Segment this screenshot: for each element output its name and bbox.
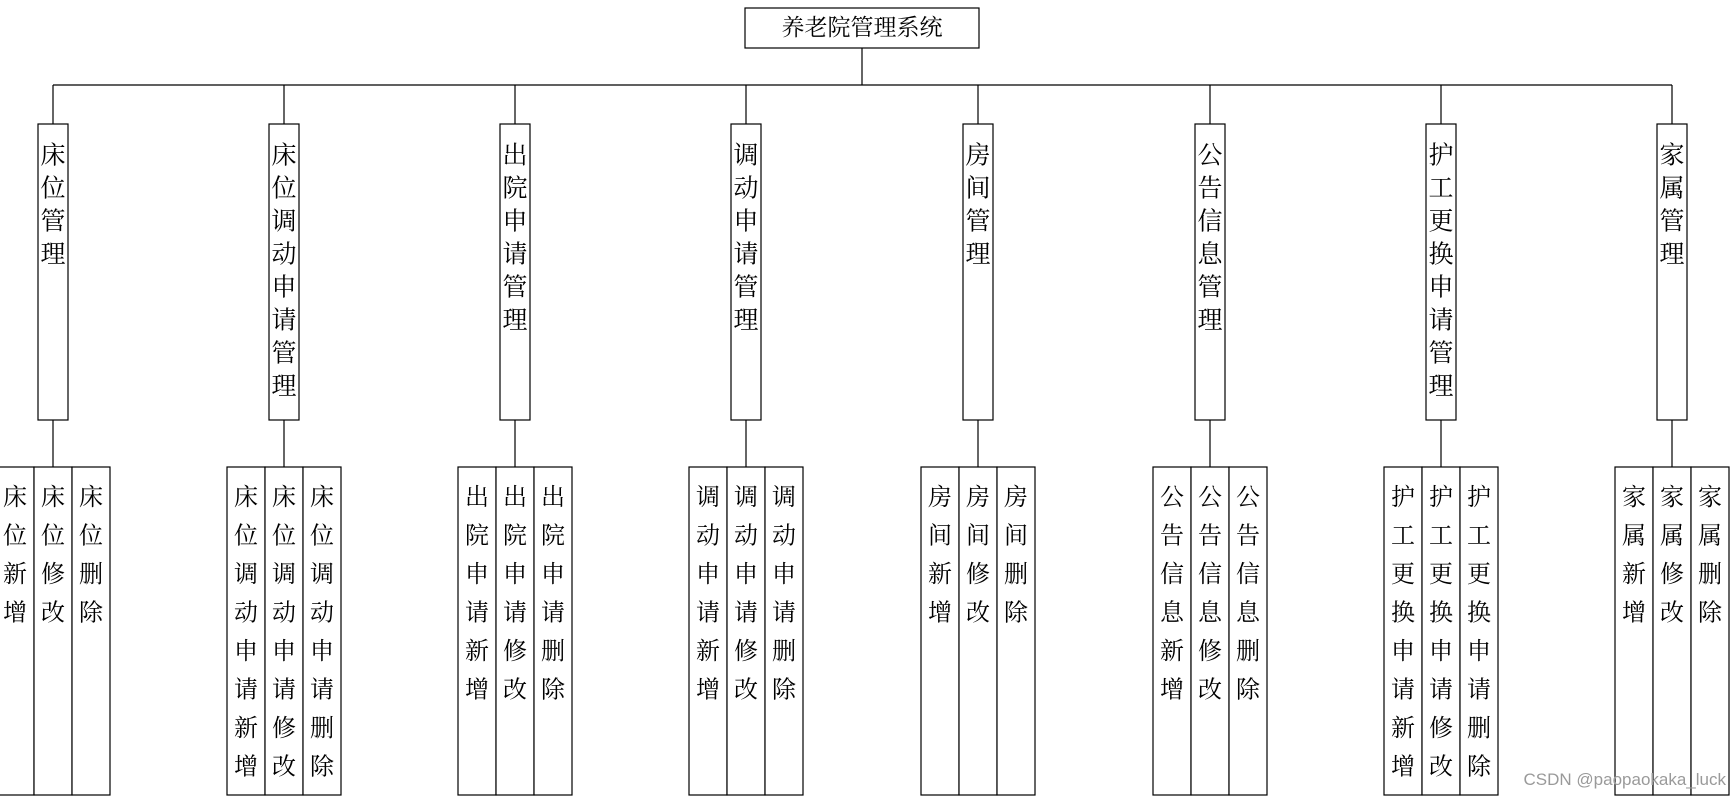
function-label-char: 动: [310, 598, 334, 627]
function-box: [0, 467, 34, 795]
function-label-char: 床: [234, 483, 258, 511]
module-label-char: 理: [40, 239, 66, 269]
function-label-char: 改: [1198, 675, 1222, 704]
function-box-rect: [496, 467, 534, 795]
function-box-rect: [265, 467, 303, 795]
function-label-char: 换: [1467, 598, 1491, 627]
function-label-char: 删: [541, 637, 565, 665]
function-box: [689, 467, 727, 795]
module-label-char: 管: [40, 206, 66, 236]
function-box-rect: [1653, 467, 1691, 795]
function-label-char: 删: [310, 714, 334, 742]
module-box: [963, 124, 993, 420]
function-label-char: 改: [734, 675, 758, 704]
module-box: [1195, 124, 1225, 420]
function-box: [1691, 467, 1729, 795]
module-label-char: 告: [1197, 173, 1223, 203]
function-label-char: 动: [734, 521, 758, 550]
function-box-rect: [727, 467, 765, 795]
function-label-char: 请: [310, 675, 334, 704]
function-label-char: 除: [1467, 752, 1491, 781]
function-label-char: 动: [696, 521, 720, 550]
module-label-char: 管: [1197, 272, 1223, 302]
function-box: [534, 467, 572, 795]
function-box-rect: [1384, 467, 1422, 795]
function-label-char: 请: [1429, 675, 1453, 704]
function-label-char: 请: [234, 675, 258, 704]
function-label-char: 新: [465, 637, 489, 665]
function-label-char: 改: [1429, 752, 1453, 781]
function-label-char: 修: [734, 637, 758, 665]
module-label-char: 理: [733, 305, 759, 335]
module-label-char: 申: [271, 272, 297, 302]
function-label-char: 院: [503, 521, 527, 550]
function-nodes: [0, 467, 1729, 795]
function-label-char: 调: [772, 483, 796, 511]
function-label-char: 删: [79, 560, 103, 588]
function-label-char: 修: [272, 714, 296, 742]
function-label-char: 出: [541, 483, 565, 511]
function-label-char: 申: [234, 637, 258, 665]
function-group: [689, 467, 803, 795]
module-box: [731, 124, 761, 420]
module-label-char: 家: [1659, 140, 1685, 170]
function-label-char: 增: [465, 675, 489, 704]
function-label-char: 调: [734, 483, 758, 511]
function-label-char: 请: [772, 598, 796, 627]
function-group: [1384, 467, 1498, 795]
module-label-char: 公: [1197, 140, 1223, 170]
module-label-char: 请: [733, 239, 759, 269]
function-box: [303, 467, 341, 795]
function-label-char: 增: [1391, 752, 1415, 781]
function-label-char: 新: [3, 560, 27, 588]
function-box-rect: [1615, 467, 1653, 795]
function-label-char: 动: [772, 521, 796, 550]
function-label-char: 息: [1160, 598, 1184, 627]
function-label-char: 申: [1429, 637, 1453, 665]
function-group: [227, 467, 341, 795]
function-label-char: 位: [79, 521, 103, 550]
module-label-char: 更: [1428, 206, 1454, 236]
function-label-char: 修: [1198, 637, 1222, 665]
function-box: [1460, 467, 1498, 795]
function-box-rect: [1191, 467, 1229, 795]
function-label-char: 新: [234, 714, 258, 742]
function-label-char: 工: [1429, 521, 1453, 550]
function-label-char: 新: [1391, 714, 1415, 742]
module-box: [269, 124, 299, 420]
function-label-char: 申: [465, 560, 489, 588]
function-label-char: 院: [465, 521, 489, 550]
function-label-char: 删: [1467, 714, 1491, 742]
function-label-char: 申: [541, 560, 565, 588]
function-label-char: 更: [1391, 560, 1415, 588]
function-label-char: 删: [1698, 560, 1722, 588]
function-box: [921, 467, 959, 795]
function-label-char: 床: [41, 483, 65, 511]
function-box: [227, 467, 265, 795]
function-label-char: 增: [234, 752, 258, 781]
function-label-char: 更: [1467, 560, 1491, 588]
module-label-char: 申: [1428, 272, 1454, 302]
function-label-char: 新: [1622, 560, 1646, 588]
function-label-char: 调: [234, 560, 258, 588]
module-label-char: 信: [1197, 206, 1223, 236]
function-label-char: 改: [966, 598, 990, 627]
function-label-char: 房: [928, 483, 952, 511]
function-box: [765, 467, 803, 795]
function-label-char: 增: [928, 598, 952, 627]
function-box: [959, 467, 997, 795]
function-box-rect: [1153, 467, 1191, 795]
function-label-char: 除: [1004, 598, 1028, 627]
function-box-rect: [34, 467, 72, 795]
function-box: [727, 467, 765, 795]
module-label-char: 间: [965, 173, 991, 203]
function-label-char: 调: [272, 560, 296, 588]
function-box: [265, 467, 303, 795]
module-box: [500, 124, 530, 420]
function-group: [458, 467, 572, 795]
function-label-char: 家: [1698, 483, 1722, 511]
function-label-char: 请: [1467, 675, 1491, 704]
function-box: [496, 467, 534, 795]
function-label-char: 修: [1429, 714, 1453, 742]
module-box: [38, 124, 68, 420]
module-label-char: 管: [1428, 338, 1454, 368]
module-box: [1426, 124, 1456, 420]
function-label-char: 申: [310, 637, 334, 665]
function-label-char: 删: [1236, 637, 1260, 665]
function-label-char: 调: [696, 483, 720, 511]
module-label-char: 调: [733, 140, 759, 170]
function-label-char: 换: [1391, 598, 1415, 627]
module-label-char: 工: [1428, 173, 1454, 203]
function-group: [921, 467, 1035, 795]
function-label-char: 间: [1004, 521, 1028, 550]
function-label-char: 房: [1004, 483, 1028, 511]
function-label-char: 修: [503, 637, 527, 665]
function-label-char: 房: [966, 483, 990, 511]
function-label-char: 更: [1429, 560, 1453, 588]
function-label-char: 床: [79, 483, 103, 511]
root-title: 养老院管理系统: [781, 15, 943, 41]
module-label-char: 位: [40, 173, 66, 203]
function-label-char: 申: [1467, 637, 1491, 665]
function-label-char: 申: [272, 637, 296, 665]
module-label-char: 换: [1428, 239, 1454, 269]
function-label-char: 删: [772, 637, 796, 665]
module-label-char: 申: [502, 206, 528, 236]
function-box: [1229, 467, 1267, 795]
function-label-char: 间: [966, 521, 990, 550]
function-label-char: 息: [1198, 598, 1222, 627]
function-label-char: 增: [696, 675, 720, 704]
function-label-char: 间: [928, 521, 952, 550]
module-label-char: 申: [733, 206, 759, 236]
module-label-char: 请: [1428, 305, 1454, 335]
module-nodes: [38, 124, 1687, 420]
module-label-char: 管: [965, 206, 991, 236]
function-label-char: 信: [1160, 560, 1184, 588]
function-label-char: 护: [1391, 483, 1415, 511]
function-label-char: 请: [696, 598, 720, 627]
function-box-rect: [1691, 467, 1729, 795]
function-label-char: 出: [503, 483, 527, 511]
function-label-char: 请: [272, 675, 296, 704]
function-box-rect: [997, 467, 1035, 795]
function-box: [1384, 467, 1422, 795]
function-label-char: 增: [1160, 675, 1184, 704]
function-box-rect: [921, 467, 959, 795]
function-label-char: 申: [696, 560, 720, 588]
module-label-char: 请: [271, 305, 297, 335]
function-box-rect: [534, 467, 572, 795]
module-label-char: 理: [1659, 239, 1685, 269]
function-label-char: 院: [541, 521, 565, 550]
function-label-char: 申: [503, 560, 527, 588]
module-label-char: 请: [502, 239, 528, 269]
function-label-char: 除: [310, 752, 334, 781]
function-box-rect: [765, 467, 803, 795]
function-label-char: 护: [1429, 483, 1453, 511]
function-label-char: 床: [3, 483, 27, 511]
module-label-char: 管: [1659, 206, 1685, 236]
module-label-char: 护: [1428, 140, 1454, 170]
function-label-char: 告: [1236, 521, 1260, 550]
function-label-char: 出: [465, 483, 489, 511]
function-label-char: 新: [1160, 637, 1184, 665]
function-label-char: 增: [3, 598, 27, 627]
function-box: [1615, 467, 1653, 795]
module-label-char: 院: [502, 173, 528, 203]
module-label-char: 动: [271, 239, 297, 269]
function-box: [34, 467, 72, 795]
function-box: [997, 467, 1035, 795]
function-label-char: 动: [234, 598, 258, 627]
function-label-char: 修: [41, 560, 65, 588]
function-label-char: 请: [1391, 675, 1415, 704]
function-label-char: 属: [1622, 521, 1646, 550]
function-label-char: 改: [1660, 598, 1684, 627]
function-label-char: 修: [1660, 560, 1684, 588]
function-label-char: 床: [272, 483, 296, 511]
function-label-char: 请: [465, 598, 489, 627]
function-label-char: 换: [1429, 598, 1453, 627]
function-box-rect: [959, 467, 997, 795]
module-box: [1657, 124, 1687, 420]
watermark: CSDN @paopaokaka_luck: [1523, 770, 1726, 789]
function-box-rect: [0, 467, 34, 795]
module-label-char: 床: [271, 140, 297, 170]
function-label-char: 信: [1236, 560, 1260, 588]
function-label-char: 申: [734, 560, 758, 588]
function-label-char: 属: [1660, 521, 1684, 550]
module-label-char: 理: [965, 239, 991, 269]
function-box-rect: [227, 467, 265, 795]
function-label-char: 位: [234, 521, 258, 550]
function-label-char: 位: [272, 521, 296, 550]
function-label-char: 除: [79, 598, 103, 627]
function-box-rect: [689, 467, 727, 795]
module-label-char: 动: [733, 173, 759, 203]
function-label-char: 动: [272, 598, 296, 627]
module-label-char: 理: [1428, 371, 1454, 401]
function-label-char: 请: [503, 598, 527, 627]
function-box-rect: [72, 467, 110, 795]
function-box: [1191, 467, 1229, 795]
function-box: [1653, 467, 1691, 795]
function-label-char: 请: [541, 598, 565, 627]
root-node: [745, 8, 979, 48]
function-label-char: 增: [1622, 598, 1646, 627]
module-label-char: 管: [733, 272, 759, 302]
module-label-char: 位: [271, 173, 297, 203]
function-label-char: 家: [1622, 483, 1646, 511]
function-box-rect: [1460, 467, 1498, 795]
module-label-char: 床: [40, 140, 66, 170]
function-box: [458, 467, 496, 795]
function-label-char: 除: [541, 675, 565, 704]
function-box-rect: [303, 467, 341, 795]
function-label-char: 改: [503, 675, 527, 704]
function-label-char: 改: [41, 598, 65, 627]
module-label-char: 理: [1197, 305, 1223, 335]
function-label-char: 工: [1467, 521, 1491, 550]
function-label-char: 告: [1160, 521, 1184, 550]
function-label-char: 新: [928, 560, 952, 588]
function-box: [1422, 467, 1460, 795]
function-box-rect: [458, 467, 496, 795]
module-label-char: 息: [1197, 239, 1223, 269]
module-label-char: 管: [502, 272, 528, 302]
function-box: [1153, 467, 1191, 795]
module-label-char: 调: [271, 206, 297, 236]
function-label-char: 删: [1004, 560, 1028, 588]
function-box-rect: [1229, 467, 1267, 795]
function-label-char: 公: [1160, 483, 1184, 511]
function-label-char: 工: [1391, 521, 1415, 550]
module-label-char: 理: [271, 371, 297, 401]
function-label-char: 床: [310, 483, 334, 511]
function-label-char: 改: [272, 752, 296, 781]
module-label-char: 管: [271, 338, 297, 368]
function-label-char: 请: [734, 598, 758, 627]
function-label-char: 家: [1660, 483, 1684, 511]
function-box-rect: [1422, 467, 1460, 795]
function-group: [0, 467, 110, 795]
function-label-char: 除: [1698, 598, 1722, 627]
module-label-char: 属: [1659, 173, 1685, 203]
module-label-char: 理: [502, 305, 528, 335]
function-label-char: 位: [3, 521, 27, 550]
function-group: [1615, 467, 1729, 795]
function-group: [1153, 467, 1267, 795]
function-label-char: 位: [310, 521, 334, 550]
function-label-char: 位: [41, 521, 65, 550]
function-label-char: 申: [772, 560, 796, 588]
function-label-char: 修: [966, 560, 990, 588]
function-label-char: 公: [1236, 483, 1260, 511]
function-label-char: 申: [1391, 637, 1415, 665]
function-label-char: 属: [1698, 521, 1722, 550]
function-label-char: 公: [1198, 483, 1222, 511]
function-label-char: 息: [1236, 598, 1260, 627]
function-label-char: 除: [1236, 675, 1260, 704]
function-label-char: 调: [310, 560, 334, 588]
function-label-char: 除: [772, 675, 796, 704]
function-label-char: 信: [1198, 560, 1222, 588]
function-box: [72, 467, 110, 795]
function-label-char: 新: [696, 637, 720, 665]
function-label-char: 护: [1467, 483, 1491, 511]
module-label-char: 房: [965, 140, 991, 170]
function-label-char: 告: [1198, 521, 1222, 550]
module-label-char: 出: [502, 140, 528, 170]
